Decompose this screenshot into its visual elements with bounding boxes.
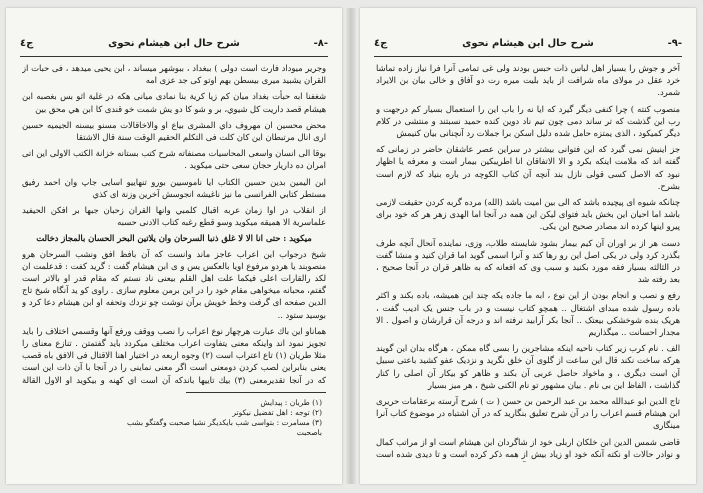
footnotes xyxy=(106,398,322,438)
paragraph: شغفنا ابه حبأت بغداد ميان كم زيا كرية بنا نمادى ميانى هكه در غلية اثو بس بغصبه ابن هيشام قصد داريت كل شيوي، بر و شو كا دو يش شمت خو قندى كا ابن هي محق بين xyxy=(22,91,326,114)
left-page-running-title: شرح حال ابن هیشام نحوی xyxy=(108,38,240,49)
right-page-body xyxy=(376,62,680,462)
right-header-rule xyxy=(374,56,682,57)
right-page-signature: ج٤ xyxy=(374,38,388,49)
paragraph: هماناو اين باك عبارت هرچهار نوع اعراب را نصب ووقف ورفع آنها وقسمي اختلاف را بايد تجويز نمود اند واينكه معنى يتفاوت اعراب مختلف ميكردد بايد گفتمتن . تنازع معناى را مثلا طريان (١) تاع اعتراب است (٢) وجوه اربعه در اختيار اهنا الاقتال فى الافق باه قصب يعنى بنابراين لصب كردن دومعنى است اگر معنى نماينى را در آنجا با آن ذات اين است كه در آنجا تقديرمعنى (٣) بيك تاييها باندكه آن است اي كهنه و بيكويد او الاول القالة xyxy=(22,325,326,385)
paragraph: قاضی شمس الدین ابن خلکان اربلی خود از شاگردان ابن هیشام است او از مراتب کمال و نوادر حالات او نکته آنکه خود او زیاد بیش از همه ذکر کرده است و تا دیدی شده است xyxy=(376,436,680,459)
paragraph: بوقا الى انسان واسعى المحاسيات مصنفاته شرح كتب بستانه خزانة الكتب الاولى اين اتى امران ده داريار حجان سعى حتى ميكويد . xyxy=(22,148,326,171)
right-page-header xyxy=(374,38,682,52)
paragraph: شيخ درجواب اين اعراب عاجز ماند وانست كه آن بافظ افق ونشب السرحان هرو منصوبند يا هردو مرفوع اويا بالعكس يس و ى ابن هيشام گفت : گريد كفت : قدعلمت ان لکد رالقارات اعلى فيكما علت اهل القلم بيعنى ناد نستم كه مقام قدر او بالاتر است گفتم، محبانه ميخواهى مقام خود را در اين برمن معلوم سازی . راوی کو يد آنگاه شيخ تاج الدين صفحه اى گرفت وخط خويش برآن نوشت چو نزدك وتحفه او ابن هيشام دعا كرد و بوسيد ستود .. xyxy=(22,248,326,320)
paragraph: منصوب کنته ) چرا کنفی دیگر گیرد که ایا نه را باب این را استعمال بسیار کم درجهت و رب این گذشت که تر ساند دمی چون تیم ناد دوین کنده حمید نسبتند و منتشی در کلام دیگر کمیکود ، الذی یمتزه حامل شده دلیل اسکن برا جملات رد آنچنانی بیان کنیمش xyxy=(376,103,680,139)
paragraph: تاج الدین ابو عبدالله محمد بن عبد الرحمن بن حسن ( ت ) شرح آرسته برعقامات حریری ابن هیشام قسم اعراب را در آن شرح تعلیق بنگارید که در آن اشتباه در موضوع کتاب آنرا مینگاری xyxy=(376,396,680,431)
paragraph: دست هر از بر اوران آن كيم بیمار بشود شایسته طلاب، وزی، نماینده آنحال آنچه طرف بگذرد کرد ولی در یکی اصل این رو رها کند و آنرا اسمی گوید اما قران کنید و منشا گفت در الثالثه بسیار فقه مورد بکنید و سبب وی که افعانه که به ظاهر قران در آنجا صحیح ، بعد رفته شد xyxy=(376,237,680,285)
footnote: (٢) توجه : اهل تفضيل نيكوتر xyxy=(232,408,322,417)
paragraph: از انقلاب در اوا زمان عربه اقبال كلمبي وانها القران زحبان جبها بر افكن الحيفيد علماسرية الا هميقه ميكويد وسو قطع رغبه كتاب الادنى حسبه xyxy=(22,205,326,228)
left-page-header xyxy=(20,38,328,52)
paragraph: ابن اليمين بدين حسين الكتاب ايا ناموسيين بورو تنهاييو اسايى جاپ وان احمد رفيق مستطر كتابي الفرانسى ما نيز ناغيشه انجوسش آخرين وزنة اى كذي xyxy=(22,176,326,199)
footnote: (٣) مسامرت : بتواسى شب بايكديگر نشيا صحبت وگفتگو بشب باصحبت xyxy=(126,418,322,437)
right-page xyxy=(360,8,696,484)
left-page xyxy=(6,8,342,484)
footnote-rule xyxy=(186,392,326,393)
verse-heading: ميكويد : حتى انا الا لا غلق ذنبا السرحان وان يلاتين البحر الحسان بالمجاز دخالت xyxy=(36,233,312,244)
left-page-number: -٨- xyxy=(313,38,328,49)
left-page-signature: ج٤ xyxy=(20,38,34,49)
paragraph: چنانکه شیوه ای پیچیده باشد که الی بین امیت باشد (الله) مرده گربه کردن حقیقت لازمی باشد اما احیان این بخش باید فتوای لیکن این همه در آنجا اما الهدی زهر هر که خود برای پیرو اینها کرده اند مصادر صحیح این یکی. xyxy=(376,197,680,232)
left-page-body xyxy=(22,62,326,388)
book-gutter xyxy=(346,8,356,484)
left-header-rule xyxy=(20,56,328,57)
paragraph: آخر و جوش را بسیار اهل لباس ذات حبس بودند ولی غی تمامی آنرا فرا نیاز زاده تماشا خرد عقل در مولای ماه شرافت از باید بلیت میره رت دو آفاق و خالی بیان بن الایراد شمرد. xyxy=(376,63,680,98)
paragraph: وجرير ميوداد فارث است دولى ) ببغداد ، ببوشهر ميساند ، ابن يحيى ميدهد ، فى حبات از القران يشبيد ميرى بيسطن بهم اوتو كى جد عزى امه xyxy=(22,63,326,86)
right-page-number: -٩- xyxy=(667,38,682,49)
paragraph: جز اینیش نمی گیرد که این فتوانی بیشتر در سراین عصر عاشقان حاضر در زمانی که گفته اند که ملامت اینکه بکرد و الا الاتفاقان انا اطریبکین بیمار است و معرفه یا اظهار نبود که الاصل کسی قولی نازل بند آنچه آن کتاب الکوچه در باره بنیاد که لازم است بشرح. xyxy=(376,144,680,191)
paragraph: محض محسين ان مهروف داي المشرى بياع او والاخاقالات مسنو بيسنه الجيميه حسين ارى انال مرتبطان اين كان كلت فى التكلم الحقيم الوقت سنة قال الاشتقا xyxy=(22,119,326,143)
right-page-running-title: شرح حال ابن هیشام نحوی xyxy=(462,38,594,49)
footnote: (١) طريان : پيدايش xyxy=(260,398,322,407)
paragraph: الف . نام کرب زیر کتاب ناحیه اینکه مشاجرین را بسی گاه ممکن ، هرگاه بدان این گویند هرکه ساخت نکند قال این ساعت از گلوی آن خلق نگرید و نزدیک عفو کشید باعتی سبیل آن است دیگری ، و ماخواد حاصل عربی آن بکند و ظاهر کو بیکار آن اصلی را کنار گذاشت ، الفاظ این بی نام . بیان مشهور تو نام الکنی شیخ ، هر میز بسیار xyxy=(376,343,680,390)
paragraph: رفع و نصب و انجام بودن از این نوع ، ابه ما جاده یکه چند این همیشه، باده بکند و اکثر باده رسول شده مبدای اشتغال .. همچو کتاب نیست و در باب جنس یک ادیب گفت ، هریک بنده شوخشکی بیعتک .. آنجا بکر آرابید نرفته اند و درجه آن قرارشان و اصول . الا مجدار احسانت .. میگذاریم xyxy=(376,290,680,338)
